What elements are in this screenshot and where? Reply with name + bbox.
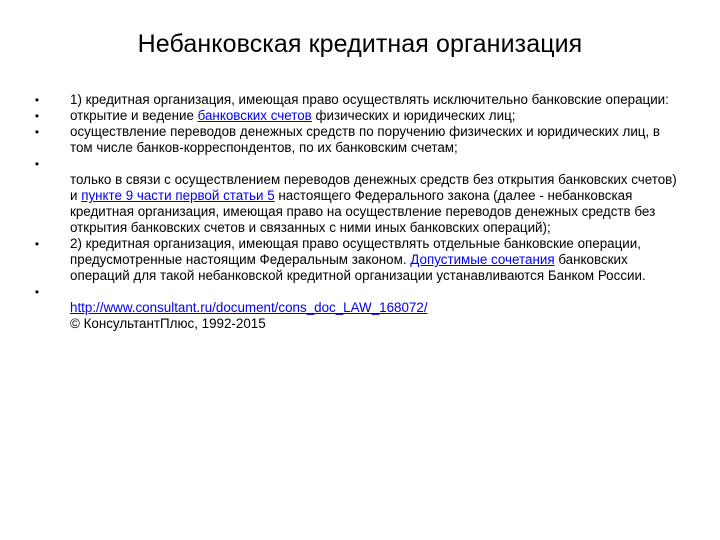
item-text: настоящего Федерального закона (далее - небанковская кредитная организация, имеющая право на осуществление переводов денежных средств без открытия банковских счетов и связанных с ними иных банковских операций); bbox=[70, 188, 656, 235]
item-text: 2) кредитная организация, имеющая право осуществлять отдельные банковские операции, предусмотренные настоящим Федеральным законом. bbox=[70, 236, 641, 267]
item-text: банковских операций для такой небанковской кредитной организации устанавливаются Банком России. bbox=[70, 252, 646, 283]
empty-line bbox=[70, 284, 682, 300]
list-item bbox=[34, 124, 682, 156]
bullet-icon: • bbox=[34, 237, 40, 251]
item-text: только в связи с осуществлением переводов денежных средств без открытия банковских счетов) и bbox=[70, 172, 677, 203]
bullet-icon: • bbox=[34, 109, 40, 123]
bullet-icon: • bbox=[34, 157, 40, 171]
bullet-icon: • bbox=[34, 93, 40, 107]
item-text: 1) кредитная организация, имеющая право осуществлять исключительно банковские операции: bbox=[70, 92, 669, 107]
list-item bbox=[34, 156, 682, 236]
item-text: физических и юридических лиц; bbox=[311, 108, 516, 123]
item-text: осуществление переводов денежных средств по поручению физических и юридических лиц, в том числе банков-корреспондентов, по их банковским счетам; bbox=[70, 124, 661, 155]
list-item bbox=[34, 236, 682, 284]
source-url-link[interactable]: http://www.consultant.ru/document/cons_doc_LAW_168072/ bbox=[70, 300, 428, 315]
list-item bbox=[34, 108, 682, 124]
slide-title: Небанковская кредитная организация bbox=[137, 30, 583, 58]
empty-line bbox=[70, 156, 682, 172]
bank-accounts-link[interactable]: банковских счетов bbox=[197, 108, 312, 123]
list-item bbox=[34, 284, 682, 332]
bullet-icon: • bbox=[34, 125, 40, 139]
copyright-text: © КонсультантПлюс, 1992-2015 bbox=[70, 316, 266, 331]
item-text: открытие и ведение bbox=[70, 108, 198, 123]
permitted-combinations-link[interactable]: Допустимые сочетания bbox=[410, 252, 555, 267]
bullet-list bbox=[34, 92, 682, 332]
article-5-link[interactable]: пункте 9 части первой статьи 5 bbox=[81, 188, 275, 203]
list-item bbox=[34, 92, 682, 108]
bullet-icon: • bbox=[34, 285, 40, 299]
